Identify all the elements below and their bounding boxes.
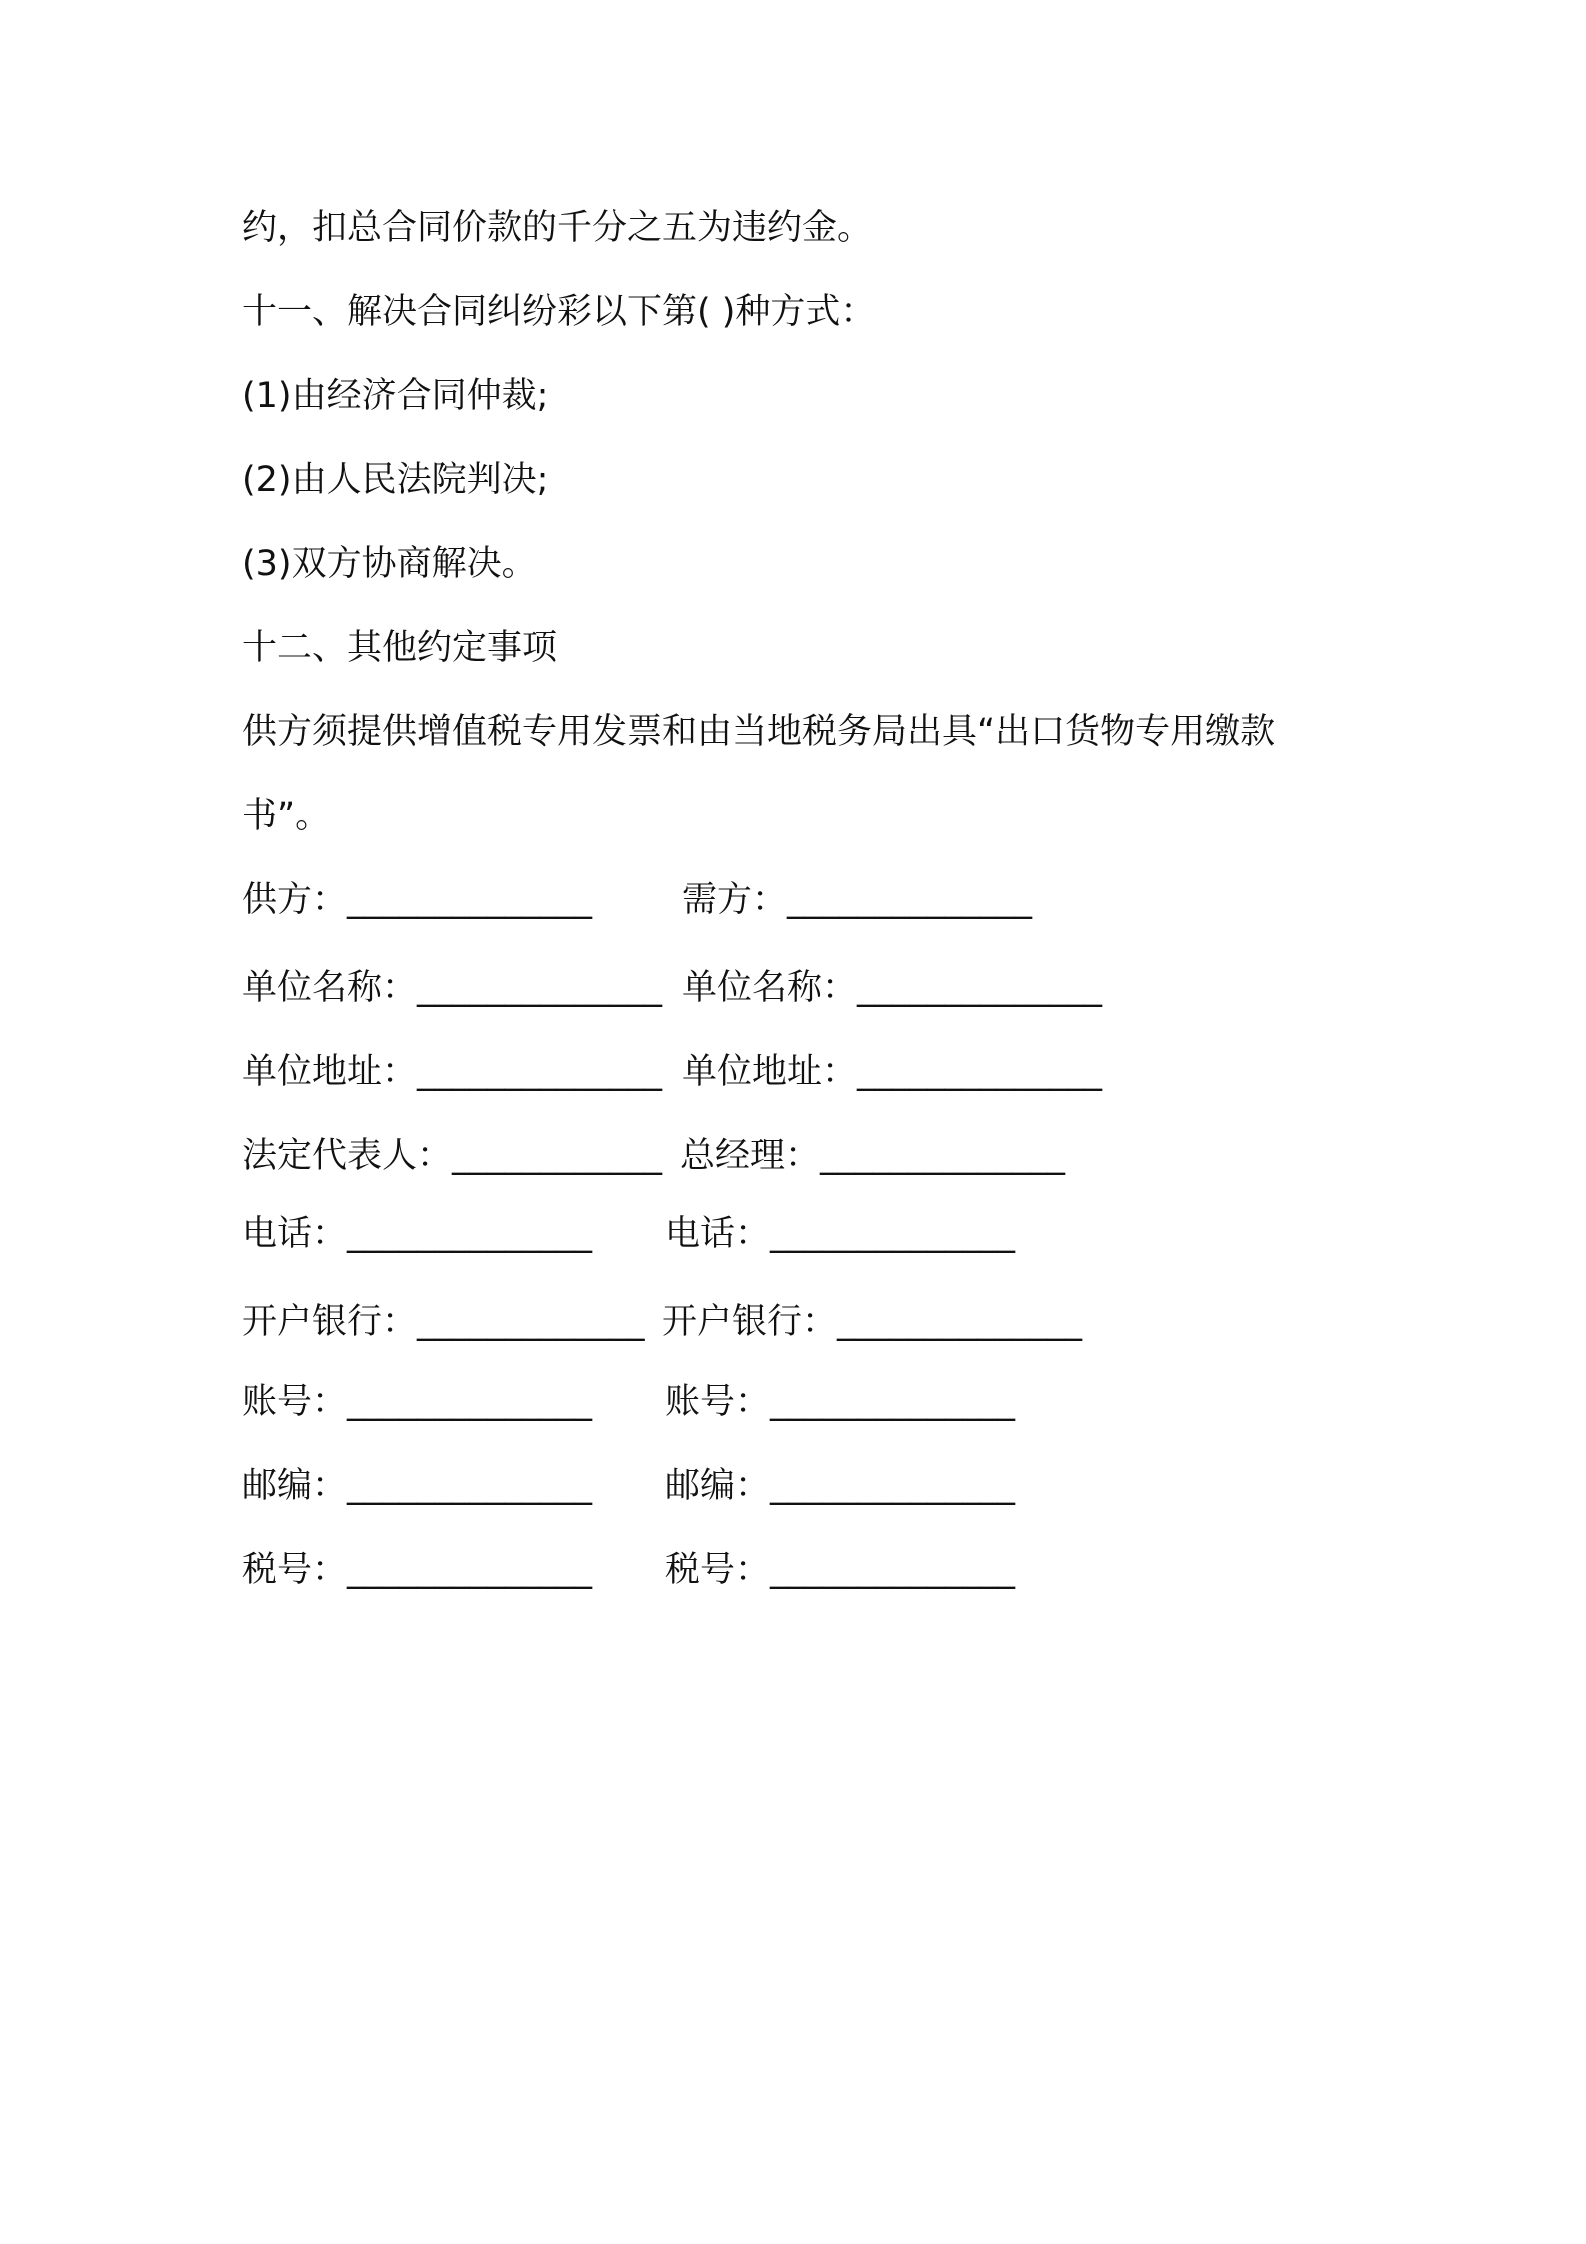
supplier-phone-field: 电话：______________ <box>242 1214 593 1254</box>
supplier-account-field: 账号：______________ <box>242 1382 593 1422</box>
buyer-phone-field: 电话：______________ <box>665 1214 1016 1254</box>
buyer-bank-field: 开户银行：______________ <box>662 1302 1083 1342</box>
heading-dispute-resolution: 十一、解决合同纠纷彩以下第( )种方式： <box>242 292 876 332</box>
heading-other-matters: 十二、其他约定事项 <box>242 628 558 668</box>
supplier-address-field: 单位地址：______________ <box>242 1052 663 1092</box>
paragraph-penalty-clause: 约，扣总合同价款的千分之五为违约金。 <box>242 208 873 248</box>
supplier-company-name-field: 单位名称：______________ <box>242 968 663 1008</box>
supplier-tax-id-field: 税号：______________ <box>242 1550 593 1590</box>
buyer-field: 需方：______________ <box>682 880 1033 920</box>
buyer-account-field: 账号：______________ <box>665 1382 1016 1422</box>
paragraph-invoice-requirement: 供方须提供增值税专用发票和由当地税务局出具“出口货物专用缴款 <box>242 712 1276 752</box>
supplier-postcode-field: 邮编：______________ <box>242 1466 593 1506</box>
buyer-address-field: 单位地址：______________ <box>682 1052 1103 1092</box>
buyer-tax-id-field: 税号：______________ <box>665 1550 1016 1590</box>
supplier-field: 供方：______________ <box>242 880 593 920</box>
buyer-company-name-field: 单位名称：______________ <box>682 968 1103 1008</box>
dispute-option-court: (2)由人民法院判决; <box>242 460 549 500</box>
dispute-option-arbitration: (1)由经济合同仲裁; <box>242 376 549 416</box>
buyer-general-manager-field: 总经理：______________ <box>680 1136 1066 1176</box>
dispute-option-negotiation: (3)双方协商解决。 <box>242 544 537 584</box>
supplier-legal-rep-field: 法定代表人：____________ <box>242 1136 663 1176</box>
paragraph-invoice-requirement-cont: 书”。 <box>242 796 331 836</box>
supplier-bank-field: 开户银行：_____________ <box>242 1302 645 1342</box>
buyer-postcode-field: 邮编：______________ <box>665 1466 1016 1506</box>
